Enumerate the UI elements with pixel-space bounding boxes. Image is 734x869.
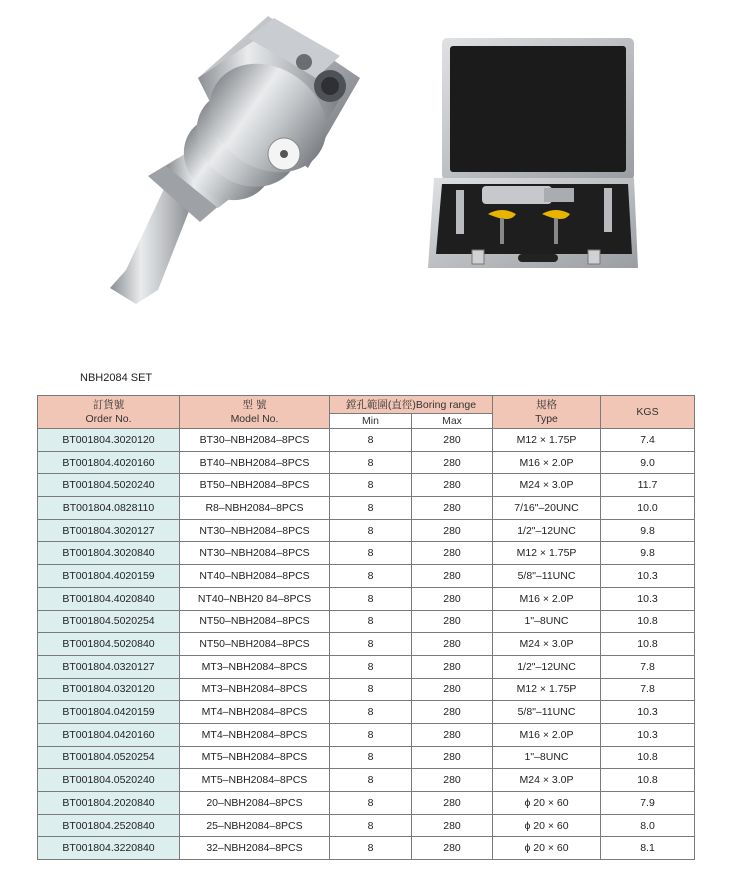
order-cell: BT001804.0320120 [38,678,180,701]
kgs-cell: 10.8 [601,769,695,792]
min-cell: 8 [330,723,412,746]
model-cell: NT50–NBH2084–8PCS [180,633,330,656]
type-cell: M24 × 3.0P [493,769,601,792]
model-cell: 20–NBH2084–8PCS [180,792,330,815]
min-cell: 8 [330,474,412,497]
model-cell: BT40–NBH2084–8PCS [180,451,330,474]
max-cell: 280 [412,519,493,542]
min-cell: 8 [330,497,412,520]
model-cell: MT3–NBH2084–8PCS [180,655,330,678]
type-cell: M16 × 2.0P [493,587,601,610]
kgs-cell: 9.8 [601,542,695,565]
kgs-cell: 11.7 [601,474,695,497]
table-row [38,429,695,452]
model-cell: MT4–NBH2084–8PCS [180,723,330,746]
order-cell: BT001804.3020120 [38,429,180,452]
table-row [38,792,695,815]
header-max: Max [412,414,493,429]
model-cell: NT50–NBH2084–8PCS [180,610,330,633]
header-model-cn: 型 號 [242,399,267,411]
model-cell: 25–NBH2084–8PCS [180,814,330,837]
min-cell: 8 [330,519,412,542]
header-model [180,396,330,429]
max-cell: 280 [412,610,493,633]
model-cell: MT4–NBH2084–8PCS [180,701,330,724]
model-cell: NT40–NBH20 84–8PCS [180,587,330,610]
table-row [38,837,695,860]
max-cell: 280 [412,429,493,452]
type-cell: M24 × 3.0P [493,633,601,656]
max-cell: 280 [412,542,493,565]
type-cell: 1/2"–12UNC [493,519,601,542]
min-cell: 8 [330,769,412,792]
model-cell: MT5–NBH2084–8PCS [180,769,330,792]
model-cell: R8–NBH2084–8PCS [180,497,330,520]
table-row [38,497,695,520]
model-cell: MT5–NBH2084–8PCS [180,746,330,769]
order-cell: BT001804.5020240 [38,474,180,497]
order-cell: BT001804.5020254 [38,610,180,633]
model-cell: NT30–NBH2084–8PCS [180,542,330,565]
header-range: 鏜孔範圍(直徑)Boring range [330,396,493,414]
order-cell: BT001804.4020159 [38,565,180,588]
type-cell: ϕ 20 × 60 [493,814,601,837]
max-cell: 280 [412,814,493,837]
min-cell: 8 [330,655,412,678]
order-cell: BT001804.3220840 [38,837,180,860]
max-cell: 280 [412,565,493,588]
type-cell: M12 × 1.75P [493,542,601,565]
min-cell: 8 [330,678,412,701]
kgs-cell: 7.9 [601,792,695,815]
min-cell: 8 [330,429,412,452]
header-min: Min [330,414,412,429]
type-cell: 5/8"–11UNC [493,565,601,588]
min-cell: 8 [330,814,412,837]
header-model-en: Model No. [230,413,279,425]
table-row [38,814,695,837]
kgs-cell: 10.8 [601,610,695,633]
max-cell: 280 [412,701,493,724]
max-cell: 280 [412,497,493,520]
type-cell: 5/8"–11UNC [493,701,601,724]
model-cell: MT3–NBH2084–8PCS [180,678,330,701]
type-cell: M24 × 3.0P [493,474,601,497]
spec-table-body [38,429,695,860]
kgs-cell: 10.8 [601,746,695,769]
header-type [493,396,601,429]
case-set-photo [428,36,638,272]
kgs-cell: 10.3 [601,723,695,746]
order-cell: BT001804.2020840 [38,792,180,815]
type-cell: 1"–8UNC [493,610,601,633]
order-cell: BT001804.4020840 [38,587,180,610]
min-cell: 8 [330,633,412,656]
max-cell: 280 [412,451,493,474]
table-row [38,587,695,610]
table-row [38,565,695,588]
boring-head-photo [78,8,368,308]
type-cell: ϕ 20 × 60 [493,837,601,860]
type-cell: M12 × 1.75P [493,429,601,452]
table-row [38,655,695,678]
table-row [38,519,695,542]
max-cell: 280 [412,655,493,678]
kgs-cell: 8.0 [601,814,695,837]
min-cell: 8 [330,792,412,815]
table-row [38,542,695,565]
order-cell: BT001804.3020127 [38,519,180,542]
max-cell: 280 [412,769,493,792]
model-cell: BT30–NBH2084–8PCS [180,429,330,452]
min-cell: 8 [330,565,412,588]
type-cell: 1/2"–12UNC [493,655,601,678]
header-type-cn: 規格 [536,399,557,411]
order-cell: BT001804.0520240 [38,769,180,792]
table-row [38,633,695,656]
set-title: NBH2084 SET [80,372,153,384]
type-cell: 1"–8UNC [493,746,601,769]
order-cell: BT001804.0520254 [38,746,180,769]
kgs-cell: 10.3 [601,587,695,610]
order-cell: BT001804.4020160 [38,451,180,474]
max-cell: 280 [412,633,493,656]
header-order [38,396,180,429]
table-row [38,701,695,724]
min-cell: 8 [330,451,412,474]
type-cell: M16 × 2.0P [493,723,601,746]
header-kgs: KGS [601,396,695,429]
table-row [38,474,695,497]
kgs-cell: 10.0 [601,497,695,520]
table-row [38,451,695,474]
type-cell: M12 × 1.75P [493,678,601,701]
spec-table [37,395,695,860]
kgs-cell: 7.8 [601,655,695,678]
max-cell: 280 [412,474,493,497]
table-row [38,769,695,792]
kgs-cell: 10.3 [601,701,695,724]
max-cell: 280 [412,587,493,610]
kgs-cell: 10.8 [601,633,695,656]
table-row [38,746,695,769]
type-cell: 7/16"–20UNC [493,497,601,520]
header-order-en: Order No. [85,413,132,425]
type-cell: ϕ 20 × 60 [493,792,601,815]
model-cell: BT50–NBH2084–8PCS [180,474,330,497]
header-type-en: Type [535,413,558,425]
model-cell: NT30–NBH2084–8PCS [180,519,330,542]
kgs-cell: 7.4 [601,429,695,452]
kgs-cell: 9.0 [601,451,695,474]
min-cell: 8 [330,837,412,860]
max-cell: 280 [412,837,493,860]
max-cell: 280 [412,792,493,815]
min-cell: 8 [330,610,412,633]
type-cell: M16 × 2.0P [493,451,601,474]
model-cell: 32–NBH2084–8PCS [180,837,330,860]
min-cell: 8 [330,542,412,565]
order-cell: BT001804.3020840 [38,542,180,565]
kgs-cell: 10.3 [601,565,695,588]
kgs-cell: 8.1 [601,837,695,860]
order-cell: BT001804.0420160 [38,723,180,746]
header-order-cn: 訂貨號 [92,399,125,411]
min-cell: 8 [330,587,412,610]
min-cell: 8 [330,701,412,724]
kgs-cell: 9.8 [601,519,695,542]
max-cell: 280 [412,678,493,701]
table-row [38,723,695,746]
max-cell: 280 [412,723,493,746]
kgs-cell: 7.8 [601,678,695,701]
order-cell: BT001804.0828110 [38,497,180,520]
table-row [38,610,695,633]
order-cell: BT001804.0420159 [38,701,180,724]
max-cell: 280 [412,746,493,769]
order-cell: BT001804.5020840 [38,633,180,656]
table-row [38,678,695,701]
model-cell: NT40–NBH2084–8PCS [180,565,330,588]
order-cell: BT001804.0320127 [38,655,180,678]
min-cell: 8 [330,746,412,769]
order-cell: BT001804.2520840 [38,814,180,837]
